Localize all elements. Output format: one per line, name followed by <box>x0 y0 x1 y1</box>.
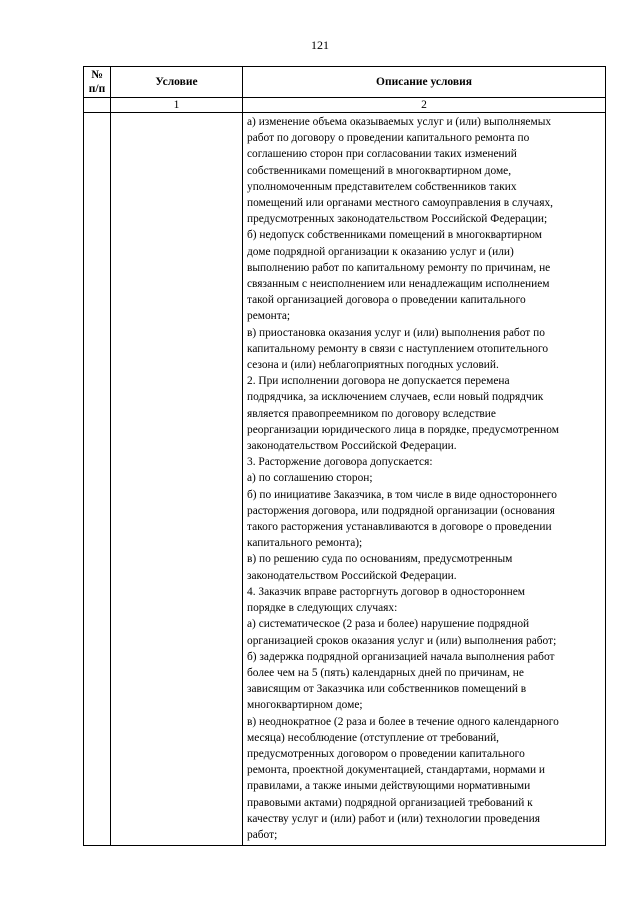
description-line: соглашению сторон при согласовании таких изменений <box>247 148 517 161</box>
description-line: правовыми актами) подрядной организацией требований к <box>247 796 533 809</box>
description-line: 2. При исполнении договора не допускается перемена <box>247 375 510 388</box>
description-line: месяца) несоблюдение (отступление от требований, <box>247 731 500 744</box>
description-line: связанным с неисполнением или ненадлежащим исполнением <box>247 278 550 291</box>
description-line: расторжения договора, или подрядной организации (основания <box>247 504 555 517</box>
description-line: ремонта, проектной документацией, стандартами, нормами и <box>247 764 546 777</box>
description-line: капитального ремонта); <box>247 537 363 550</box>
description-line: подрядчика, за исключением случаев, если новый подрядчик <box>247 391 544 404</box>
description-line: является правопреемником по договору вследствие <box>247 407 496 420</box>
description-line: качеству услуг и (или) работ и (или) технологии проведения <box>247 812 540 825</box>
description-line: зависящим от Заказчика или собственников помещений в <box>247 683 527 696</box>
row-description-cell <box>243 113 606 846</box>
description-line: а) по соглашению сторон; <box>247 472 373 485</box>
description-line: доме подрядной организации к оказанию услуг и (или) <box>247 245 514 258</box>
description-line: б) недопуск собственниками помещений в многоквартирном <box>247 229 542 242</box>
description-line: реорганизации юридического лица в порядке, предусмотренном <box>247 423 559 436</box>
table-header-row <box>84 67 606 98</box>
row-number-cell <box>84 113 111 846</box>
description-line: порядке в следующих случаях: <box>247 602 398 615</box>
page-number: 121 <box>311 38 329 52</box>
description-line: б) по инициативе Заказчика, в том числе в виде одностороннего <box>247 488 557 501</box>
description-line: предусмотренных договором о проведении капитального <box>247 747 525 760</box>
table-row <box>84 113 606 846</box>
header-number <box>84 67 111 98</box>
description-line: б) задержка подрядной организацией начала выполнения работ <box>247 650 555 663</box>
description-line: уполномоченным представителем собственников таких <box>247 180 517 193</box>
description-line: выполнению работ по капитальному ремонту по причинам, не <box>247 261 551 274</box>
description-line: такого расторжения устанавливаются в договоре о проведении <box>247 521 552 534</box>
description-line: такой организацией договора о проведении капитального <box>247 294 526 307</box>
description-line: в) приостановка оказания услуг и (или) выполнения работ по <box>247 326 545 339</box>
description-text <box>243 113 605 845</box>
column-number-2: 2 <box>243 98 606 113</box>
description-line: помещений или органами местного самоуправления в случаях, <box>247 197 553 210</box>
description-line: собственниками помещений в многоквартирном доме, <box>247 164 512 177</box>
column-number-empty <box>84 98 111 113</box>
description-line: правилами, а также иными действующими нормативными <box>247 780 531 793</box>
description-line: организацией сроков оказания услуг и (или) выполнения работ; <box>247 634 557 647</box>
description-line: сезона и (или) неблагоприятных погодных условий. <box>247 359 499 372</box>
description-line: 4. Заказчик вправе расторгнуть договор в одностороннем <box>247 585 525 598</box>
description-line: капитальному ремонту в связи с наступлением отопительного <box>247 342 549 355</box>
description-line: ремонта; <box>247 310 291 323</box>
description-line: в) неоднократное (2 раза и более в течение одного календарного <box>247 715 559 728</box>
description-line: 3. Расторжение договора допускается: <box>247 456 433 469</box>
description-line: предусмотренных законодательством Российской Федерации; <box>247 213 548 226</box>
description-line: законодательством Российской Федерации. <box>247 440 457 453</box>
description-line: более чем на 5 (пять) календарных дней по причинам, не <box>247 666 524 679</box>
description-line: многоквартирном доме; <box>247 699 363 712</box>
header-description: Описание условия <box>243 67 606 98</box>
description-line: в) по решению суда по основаниям, предусмотренным <box>247 553 513 566</box>
column-number-row <box>84 98 606 113</box>
description-line: работ; <box>247 828 278 841</box>
header-condition: Условие <box>111 67 243 98</box>
description-line: а) изменение объема оказываемых услуг и (или) выполняемых <box>247 116 552 128</box>
column-number-1: 1 <box>111 98 243 113</box>
description-line: законодательством Российской Федерации. <box>247 569 457 582</box>
row-condition-cell <box>111 113 243 846</box>
description-line: работ по договору о проведении капитального ремонта по <box>247 132 530 145</box>
header-number-label: № п/п <box>88 69 106 95</box>
description-line: а) систематическое (2 раза и более) нарушение подрядной <box>247 618 530 631</box>
conditions-table <box>83 66 606 846</box>
